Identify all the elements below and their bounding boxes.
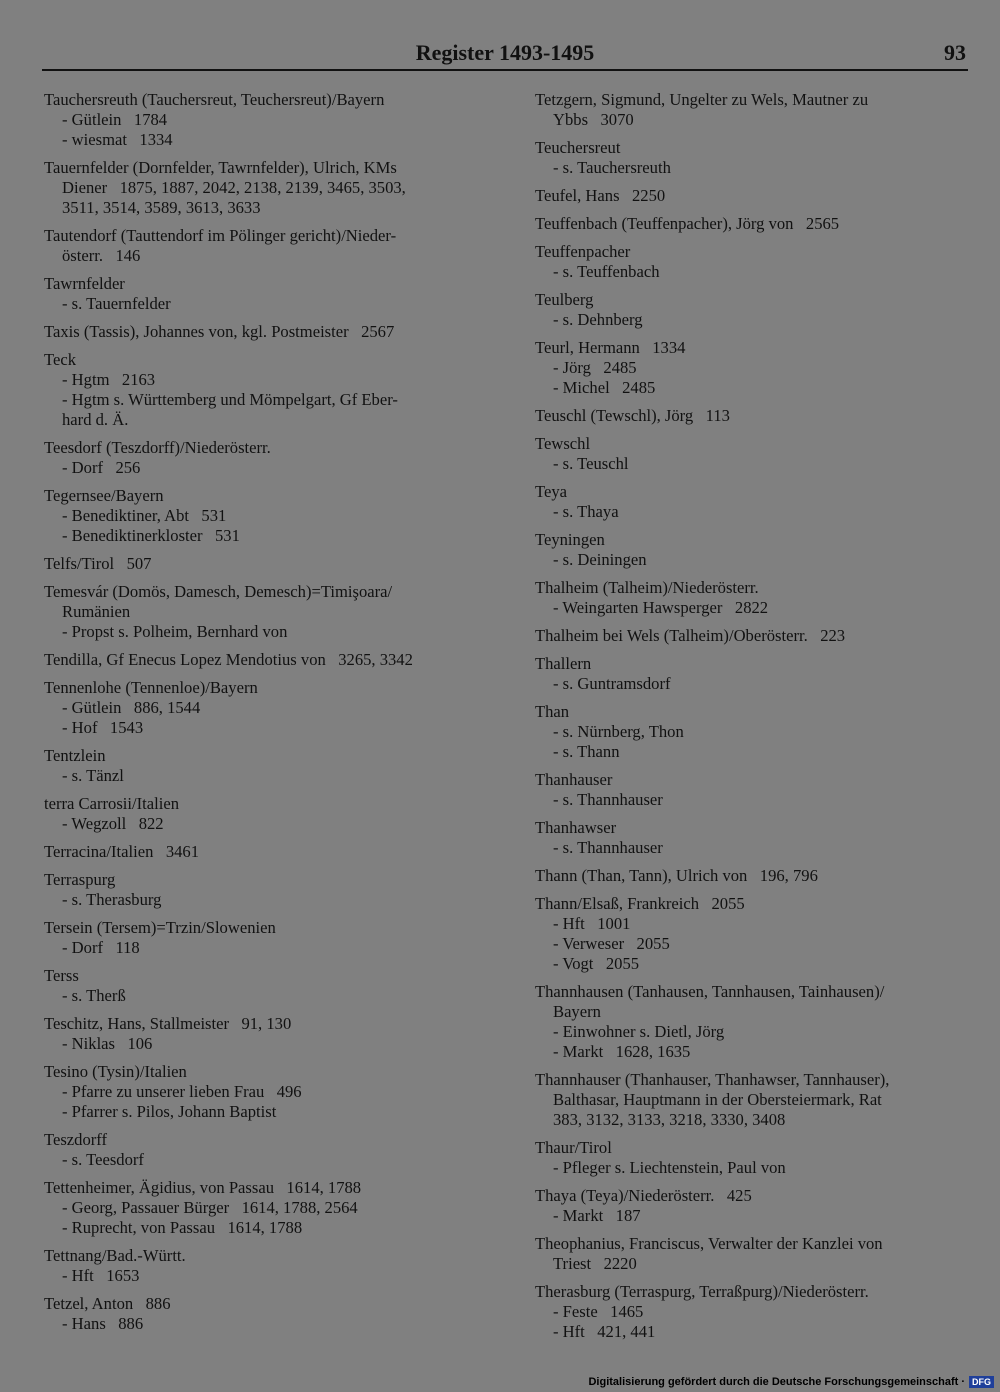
entry-line: - Gütlein 1784 [62, 110, 168, 129]
entry-line: - Weingarten Hawsperger 2822 [553, 598, 769, 617]
entry-heading: Teurl, Hermann 1334 [535, 338, 686, 357]
register-entry [535, 1070, 967, 1130]
register-entry [44, 274, 476, 314]
entry-line: - Dorf 118 [62, 938, 140, 957]
footer [588, 1376, 994, 1388]
entry-heading: Teuschl (Tewschl), Jörg 113 [535, 406, 730, 425]
entry-line: - s. Teuffenbach [553, 262, 660, 281]
entry-heading: Teulberg [535, 290, 594, 309]
entry-heading: Thann (Than, Tann), Ulrich von 196, 796 [535, 866, 818, 885]
entry-line: österr. 146 [62, 246, 141, 265]
register-entry [44, 918, 476, 958]
register-entry [535, 626, 967, 646]
page-title: Register 1493-1495 [415, 40, 595, 65]
register-entry [44, 678, 476, 738]
register-column-left [44, 90, 476, 1342]
entry-line: - Hgtm s. Württemberg und Mömpelgart, Gf Eber- [62, 390, 398, 409]
register-entry [535, 654, 967, 694]
entry-line: - Markt 1628, 1635 [553, 1042, 691, 1061]
register-entry [535, 90, 967, 130]
entry-line: - s. Tauchersreuth [553, 158, 671, 177]
register-entry [44, 554, 476, 574]
register-entry [535, 578, 967, 618]
entry-line: - Hgtm 2163 [62, 370, 156, 389]
entry-heading: Thanhawser [535, 818, 617, 837]
entry-line: - Feste 1465 [553, 1302, 644, 1321]
entry-line: - s. Tänzl [62, 766, 124, 785]
entry-line: - s. Guntramsdorf [553, 674, 671, 693]
entry-line: - Hft 421, 441 [553, 1322, 656, 1341]
entry-line: - s. Nürnberg, Thon [553, 722, 684, 741]
entry-heading: Tegernsee/Bayern [44, 486, 164, 505]
entry-heading: Thanhauser [535, 770, 613, 789]
register-entry [535, 1186, 967, 1226]
register-entry [44, 90, 476, 150]
register-entry [44, 794, 476, 834]
register-entry [535, 982, 967, 1062]
register-entry [535, 482, 967, 522]
entry-heading: Teuffenpacher [535, 242, 631, 261]
register-entry [535, 1282, 967, 1342]
register-entry [535, 290, 967, 330]
entry-heading: Thalheim (Talheim)/Niederösterr. [535, 578, 759, 597]
register-entry [44, 746, 476, 786]
entry-line: - Vogt 2055 [553, 954, 640, 973]
entry-line: - Dorf 256 [62, 458, 141, 477]
register-entry [535, 530, 967, 570]
entry-heading: Teya [535, 482, 568, 501]
entry-line: - Pfarre zu unserer lieben Frau 496 [62, 1082, 302, 1101]
entry-line: - Niklas 106 [62, 1034, 153, 1053]
register-entry [535, 1234, 967, 1274]
entry-heading: Tersein (Tersem)=Trzin/Slowenien [44, 918, 276, 937]
register-entry [535, 702, 967, 762]
entry-line: Triest 2220 [553, 1254, 637, 1273]
register-entry [535, 186, 967, 206]
entry-heading: Tesino (Tysin)/Italien [44, 1062, 187, 1081]
entry-line: - Markt 187 [553, 1206, 641, 1225]
entry-line: hard d. Ä. [62, 410, 129, 429]
register-entry [44, 322, 476, 342]
entry-heading: Telfs/Tirol 507 [44, 554, 152, 573]
entry-heading: Tettnang/Bad.-Württ. [44, 1246, 186, 1265]
register-entry [44, 650, 476, 670]
entry-heading: Teuchersreut [535, 138, 621, 157]
entry-heading: Thannhausen (Tanhausen, Tannhausen, Tainhausen)/ [535, 982, 885, 1001]
register-entry [44, 1062, 476, 1122]
entry-heading: Tendilla, Gf Enecus Lopez Mendotius von 3265, 3342 [44, 650, 413, 669]
entry-line: Rumänien [62, 602, 131, 621]
header-rule [42, 69, 968, 71]
entry-line: Diener 1875, 1887, 2042, 2138, 2139, 3465, 3503, [62, 178, 406, 197]
entry-line: Ybbs 3070 [553, 110, 634, 129]
entry-line: - Propst s. Polheim, Bernhard von [62, 622, 288, 641]
entry-line: - Ruprecht, von Passau 1614, 1788 [62, 1218, 303, 1237]
entry-heading: Tettenheimer, Ägidius, von Passau 1614, 1788 [44, 1178, 362, 1197]
entry-line: - Jörg 2485 [553, 358, 637, 377]
entry-heading: Thann/Elsaß, Frankreich 2055 [535, 894, 745, 913]
register-entry [44, 870, 476, 910]
entry-line: - Michel 2485 [553, 378, 656, 397]
register-entry [535, 338, 967, 398]
register-entry [44, 1178, 476, 1238]
entry-line: - Hft 1653 [62, 1266, 140, 1285]
entry-line: - Pfleger s. Liechtenstein, Paul von [553, 1158, 786, 1177]
entry-line: - Hft 1001 [553, 914, 631, 933]
entry-line: - s. Tauernfelder [62, 294, 171, 313]
entry-heading: terra Carrosii/Italien [44, 794, 179, 813]
register-entry [535, 434, 967, 474]
entry-line: - Verweser 2055 [553, 934, 670, 953]
entry-line: - s. Thannhauser [553, 838, 663, 857]
entry-heading: Terracina/Italien 3461 [44, 842, 200, 861]
entry-heading: Teck [44, 350, 77, 369]
register-entry [44, 1246, 476, 1286]
entry-line: - Benediktiner, Abt 531 [62, 506, 227, 525]
entry-heading: Teszdorff [44, 1130, 108, 1149]
register-entry [44, 486, 476, 546]
entry-heading: Tewschl [535, 434, 591, 453]
entry-heading: Tautendorf (Tauttendorf im Pölinger gericht)/Nieder- [44, 226, 397, 245]
entry-heading: Thaya (Teya)/Niederösterr. 425 [535, 1186, 752, 1205]
register-entry [44, 226, 476, 266]
register-entry [535, 214, 967, 234]
entry-heading: Teesdorf (Teszdorff)/Niederösterr. [44, 438, 271, 457]
entry-line: - Gütlein 886, 1544 [62, 698, 201, 717]
entry-line: - Benediktinerkloster 531 [62, 526, 240, 545]
entry-line: - Wegzoll 822 [62, 814, 164, 833]
register-entry [535, 242, 967, 282]
entry-heading: Taxis (Tassis), Johannes von, kgl. Postmeister 2567 [44, 322, 395, 341]
entry-heading: Tauernfelder (Dornfelder, Tawrnfelder), Ulrich, KMs [44, 158, 397, 177]
register-entry [44, 158, 476, 218]
entry-heading: Thalheim bei Wels (Talheim)/Oberösterr. 223 [535, 626, 846, 645]
entry-line: - wiesmat 1334 [62, 130, 173, 149]
entry-line: - s. Therasburg [62, 890, 162, 909]
register-entry [44, 1014, 476, 1054]
entry-line: - Einwohner s. Dietl, Jörg [553, 1022, 725, 1041]
entry-line: - s. Thann [553, 742, 620, 761]
register-entry [44, 438, 476, 478]
entry-line: Bayern [553, 1002, 601, 1021]
entry-heading: Thannhauser (Thanhauser, Thanhawser, Tannhauser), [535, 1070, 890, 1089]
footer-text: Digitalisierung gefördert durch die Deutsche Forschungsgemeinschaft · [588, 1376, 965, 1388]
entry-heading: Thaur/Tirol [535, 1138, 612, 1157]
entry-line: 3511, 3514, 3589, 3613, 3633 [62, 198, 261, 217]
register-entry [44, 350, 476, 430]
register-entry [535, 1138, 967, 1178]
register-entry [44, 966, 476, 1006]
register-entry [535, 138, 967, 178]
register-entry [535, 406, 967, 426]
entry-line: - Hans 886 [62, 1314, 144, 1333]
entry-heading: Terss [44, 966, 79, 985]
entry-heading: Teschitz, Hans, Stallmeister 91, 130 [44, 1014, 292, 1033]
entry-heading: Teyningen [535, 530, 605, 549]
register-entry [44, 842, 476, 862]
entry-line: - s. Teuschl [553, 454, 629, 473]
entry-line: 383, 3132, 3133, 3218, 3330, 3408 [553, 1110, 786, 1129]
entry-heading: Tennenlohe (Tennenloe)/Bayern [44, 678, 258, 697]
entry-line: - s. Teesdorf [62, 1150, 144, 1169]
entry-heading: Teuffenbach (Teuffenpacher), Jörg von 2565 [535, 214, 840, 233]
entry-line: - Pfarrer s. Pilos, Johann Baptist [62, 1102, 277, 1121]
entry-heading: Tentzlein [44, 746, 106, 765]
register-entry [535, 818, 967, 858]
entry-line: - s. Thannhauser [553, 790, 663, 809]
entry-heading: Terraspurg [44, 870, 116, 889]
entry-heading: Therasburg (Terraspurg, Terraßpurg)/Niederösterr. [535, 1282, 869, 1301]
register-entry [44, 1294, 476, 1334]
entry-line: - Hof 1543 [62, 718, 144, 737]
entry-heading: Than [535, 702, 570, 721]
page-number: 93 [944, 40, 966, 65]
entry-heading: Tetzgern, Sigmund, Ungelter zu Wels, Mautner zu [535, 90, 869, 109]
register-entry [535, 770, 967, 810]
entry-line: - s. Deiningen [553, 550, 647, 569]
entry-heading: Teufel, Hans 2250 [535, 186, 666, 205]
register-entry [44, 582, 476, 642]
entry-heading: Tetzel, Anton 886 [44, 1294, 171, 1313]
entry-heading: Tawrnfelder [44, 274, 125, 293]
register-entry [535, 866, 967, 886]
entry-line: - s. Therß [62, 986, 126, 1005]
entry-heading: Thallern [535, 654, 592, 673]
page-header [42, 38, 968, 68]
entry-heading: Tauchersreuth (Tauchersreut, Teuchersreut)/Bayern [44, 90, 385, 109]
entry-heading: Theophanius, Franciscus, Verwalter der Kanzlei von [535, 1234, 883, 1253]
entry-line: Balthasar, Hauptmann in der Obersteiermark, Rat [553, 1090, 882, 1109]
register-entry [535, 894, 967, 974]
dfg-logo: DFG [969, 1376, 994, 1388]
entry-line: - Georg, Passauer Bürger 1614, 1788, 2564 [62, 1198, 358, 1217]
entry-line: - s. Dehnberg [553, 310, 643, 329]
entry-line: - s. Thaya [553, 502, 619, 521]
entry-heading: Temesvár (Domös, Damesch, Demesch)=Timişoara/ [44, 582, 393, 601]
register-entry [44, 1130, 476, 1170]
register-column-right [535, 90, 967, 1350]
